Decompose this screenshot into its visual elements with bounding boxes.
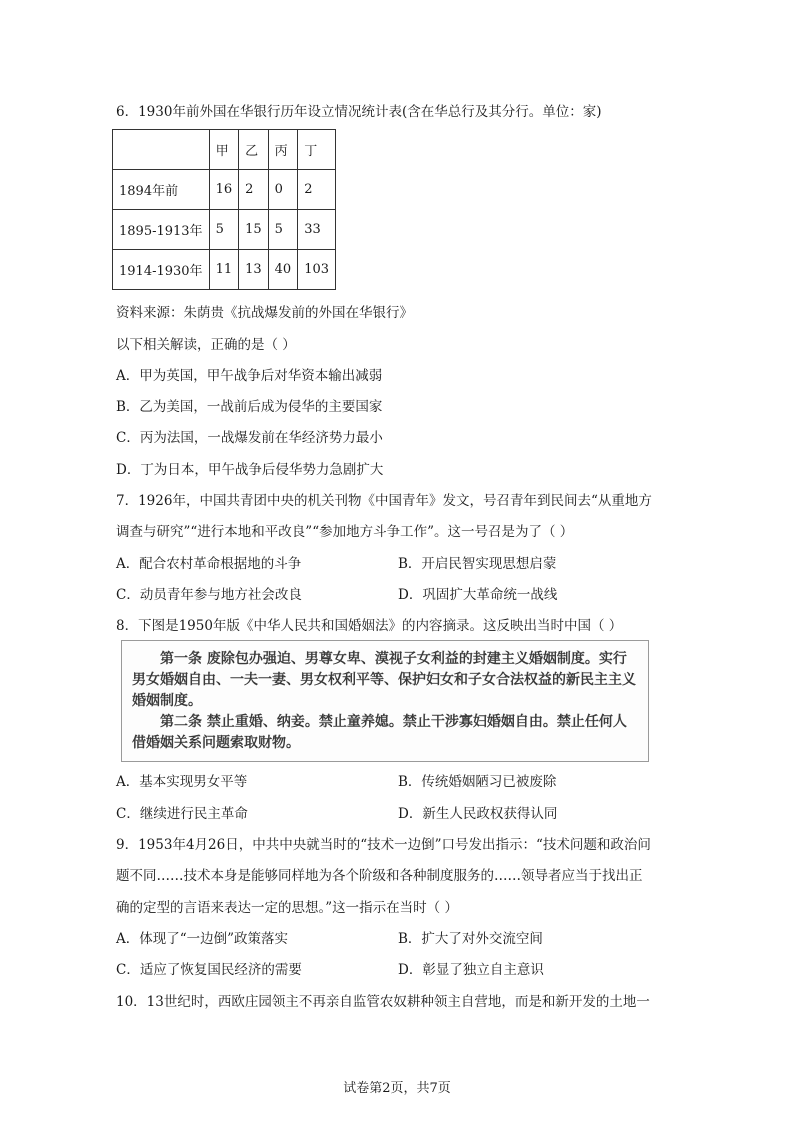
q7-stem-line1: 7．1926年，中国共青团中央的机关刊物《中国青年》发文，号召青年到民间去“从重地方 xyxy=(116,493,652,509)
q6-stem: 6．1930年前外国在华银行历年设立情况统计表(含在华总行及其分行。单位：家) xyxy=(116,104,602,120)
excerpt-article-1: 第一条 废除包办强迫、男尊女卑、漠视子女利益的封建主义婚姻制度。实行男女婚姻自由、一夫一妻、男女权利平等、保护妇女和子女合法权益的新民主主义婚姻制度。 xyxy=(132,651,636,709)
table-cell: 11 xyxy=(209,250,239,290)
q9-option-c: C．适应了恢复国民经济的需要 xyxy=(116,962,302,978)
table-row xyxy=(113,170,336,210)
q9-stem-line1: 9．1953年4月26日，中共中央就当时的“技术一边倒”口号发出指示：“技术问题和政治问 xyxy=(116,837,651,853)
q7-stem-line2: 调查与研究”“进行本地和平改良”“参加地方斗争工作”。这一号召是为了（ ） xyxy=(116,524,574,540)
table-cell: 1894年前 xyxy=(113,170,210,210)
table-header-cell: 丁 xyxy=(298,130,336,170)
table-cell: 33 xyxy=(298,210,336,250)
q8-stem: 8．下图是1950年版《中华人民共和国婚姻法》的内容摘录。这反映出当时中国（ ） xyxy=(116,618,623,634)
table-header-cell: 丙 xyxy=(268,130,298,170)
table-cell: 13 xyxy=(239,250,269,290)
table-cell: 2 xyxy=(298,170,336,210)
q7-option-d: D．巩固扩大革命统一战线 xyxy=(398,587,558,603)
q8-option-d: D．新生人民政权获得认同 xyxy=(398,806,558,822)
table-cell: 0 xyxy=(268,170,298,210)
table-cell: 15 xyxy=(239,210,269,250)
q6-option-a: A．甲为英国，甲午战争后对华资本输出减弱 xyxy=(116,368,383,384)
table-cell: 2 xyxy=(239,170,269,210)
q6-source: 资料来源：朱荫贵《抗战爆发前的外国在华银行》 xyxy=(116,305,413,321)
table-header-cell: 乙 xyxy=(239,130,269,170)
q9-option-b: B．扩大了对外交流空间 xyxy=(398,931,543,947)
table-cell: 40 xyxy=(268,250,298,290)
q7-option-a: A．配合农村革命根据地的斗争 xyxy=(116,556,302,572)
q9-stem-line2: 题不同……技术本身是能够同样地为各个阶级和各种制度服务的……领导者应当于找出正 xyxy=(116,868,643,884)
marriage-law-excerpt xyxy=(121,640,649,762)
q8-option-a: A．基本实现男女平等 xyxy=(116,774,248,790)
page-footer: 试卷第2页，共7页 xyxy=(343,1081,451,1096)
table-cell: 1914-1930年 xyxy=(113,250,210,290)
q6-option-c: C．丙为法国，一战爆发前在华经济势力最小 xyxy=(116,430,383,446)
q6-option-d: D．丁为日本，甲午战争后侵华势力急剧扩大 xyxy=(116,462,384,478)
foreign-bank-table xyxy=(112,129,336,290)
table-header-cell: 甲 xyxy=(209,130,239,170)
q7-option-b: B．开启民智实现思想启蒙 xyxy=(398,556,557,572)
table-header-cell xyxy=(113,130,210,170)
q6-option-b: B．乙为美国，一战前后成为侵华的主要国家 xyxy=(116,399,383,415)
table-row xyxy=(113,210,336,250)
table-cell: 103 xyxy=(298,250,336,290)
q7-option-c: C．动员青年参与地方社会改良 xyxy=(116,587,302,603)
q9-option-d: D．彰显了独立自主意识 xyxy=(398,962,544,978)
excerpt-article-2: 第二条 禁止重婚、纳妾。禁止童养媳。禁止干涉寡妇婚姻自由。禁止任何人借婚姻关系问题索取财物。 xyxy=(132,714,627,751)
q10-stem-line1: 10．13世纪时，西欧庄园领主不再亲自监管农奴耕种领主自营地，而是和新开发的土地一 xyxy=(116,994,650,1010)
table-cell: 5 xyxy=(268,210,298,250)
table-cell: 5 xyxy=(209,210,239,250)
q9-stem-line3: 确的定型的言语来表达一定的思想。”这一指示在当时（ ） xyxy=(116,900,458,916)
q6-prompt: 以下相关解读，正确的是（ ） xyxy=(116,337,296,353)
table-row xyxy=(113,250,336,290)
table-cell: 16 xyxy=(209,170,239,210)
table-header-row xyxy=(113,130,336,170)
q8-option-b: B．传统婚姻陋习已被废除 xyxy=(398,774,557,790)
q9-option-a: A．体现了“一边倒”政策落实 xyxy=(116,931,289,947)
table-cell: 1895-1913年 xyxy=(113,210,210,250)
q8-option-c: C．继续进行民主革命 xyxy=(116,806,248,822)
